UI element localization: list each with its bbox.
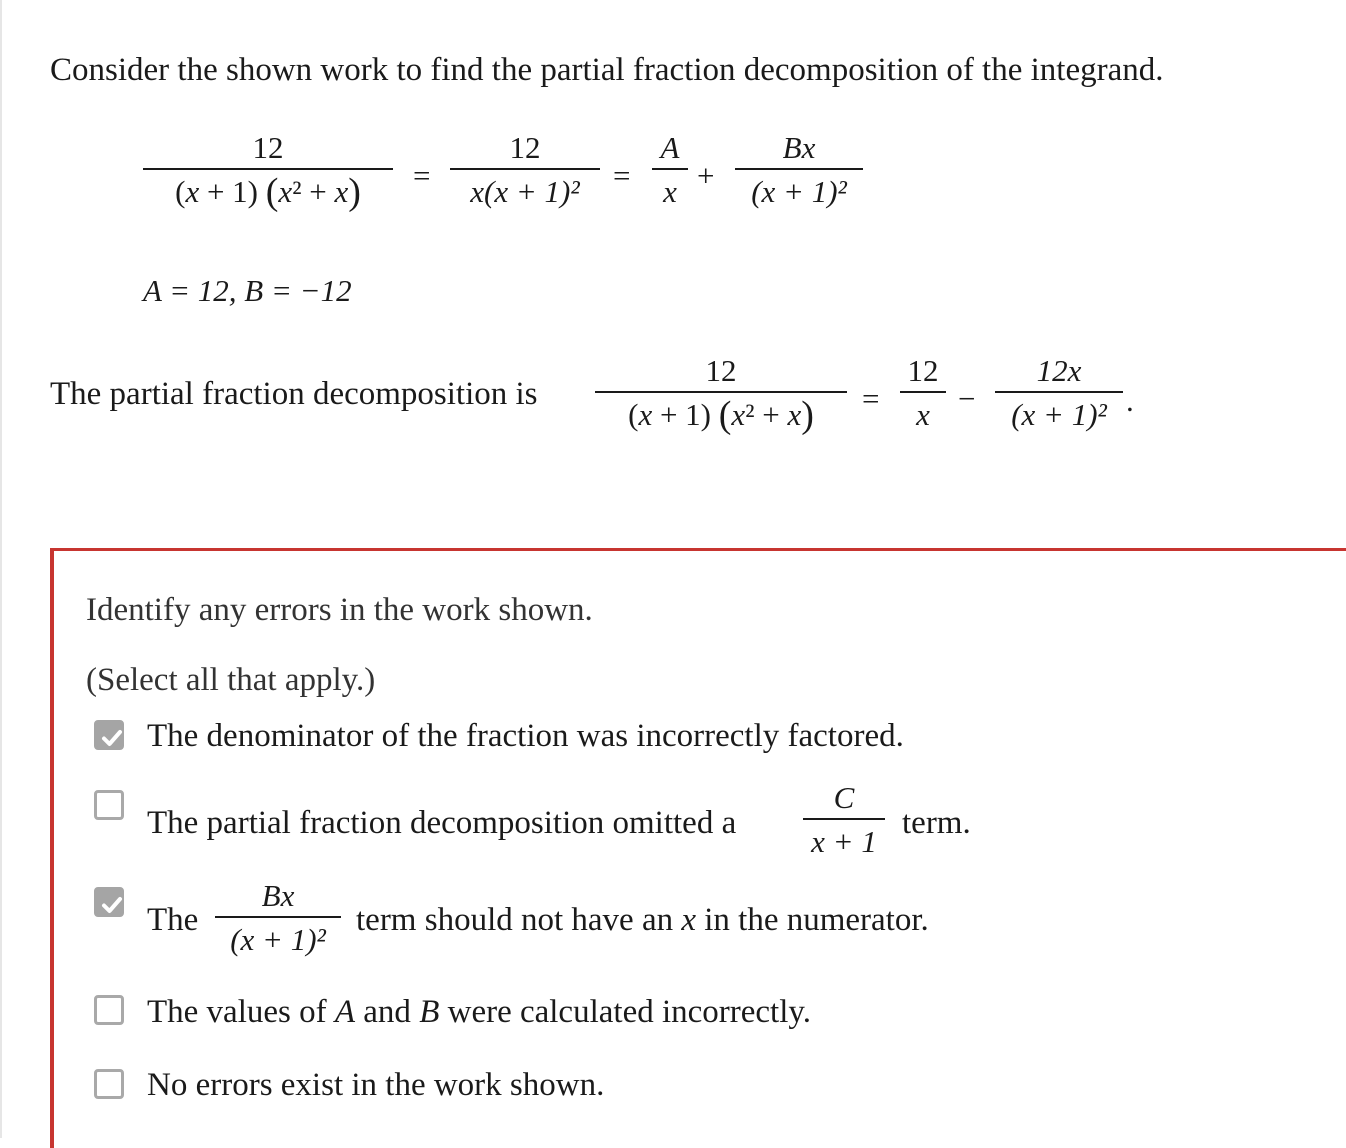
- question-instruction: (Select all that apply.): [86, 662, 376, 698]
- decomposition-label: The partial fraction decomposition is: [50, 376, 538, 412]
- option-3-fraction: Bx (x + 1)²: [215, 879, 341, 957]
- work-fraction-factored: 12 x(x + 1)²: [450, 131, 600, 209]
- problem-prompt: Consider the shown work to find the partial fraction decomposition of the integrand.: [50, 52, 1164, 88]
- option-2-fraction: C x + 1: [803, 781, 885, 859]
- work-fraction-b: Bx (x + 1)²: [735, 131, 863, 209]
- plus-sign: +: [697, 158, 715, 193]
- work-fraction-a: A x: [652, 131, 688, 209]
- option-5-checkbox[interactable]: [94, 1069, 124, 1099]
- decomposition-term-1: 12 x: [900, 354, 946, 432]
- option-1-label[interactable]: The denominator of the fraction was incorrectly factored.: [147, 718, 904, 754]
- question-panel: [50, 548, 1346, 1148]
- equals-sign: =: [613, 158, 631, 193]
- period: .: [1126, 383, 1134, 418]
- equals-sign: =: [862, 381, 880, 416]
- question-prompt: Identify any errors in the work shown.: [86, 592, 593, 628]
- left-border: [0, 0, 2, 1138]
- option-2-checkbox[interactable]: [94, 790, 124, 820]
- coefficient-values: A = 12, B = −12: [143, 273, 352, 308]
- option-5-label[interactable]: No errors exist in the work shown.: [147, 1067, 605, 1103]
- work-fraction-integrand: 12 (x + 1) (x² + x): [143, 131, 393, 209]
- checkmark-icon: [100, 893, 124, 917]
- decomposition-term-2: 12x (x + 1)²: [995, 354, 1123, 432]
- option-4-checkbox[interactable]: [94, 995, 124, 1025]
- option-1-checkbox[interactable]: [94, 720, 124, 750]
- minus-sign: −: [958, 381, 976, 416]
- option-3-checkbox[interactable]: [94, 887, 124, 917]
- option-4-label[interactable]: The values of A and B were calculated incorrectly.: [147, 994, 811, 1030]
- option-3-label-end[interactable]: term should not have an x in the numerator.: [356, 902, 929, 938]
- option-3-label[interactable]: The: [147, 902, 199, 938]
- decomposition-lhs: 12 (x + 1) (x² + x): [595, 354, 847, 432]
- option-2-label[interactable]: The partial fraction decomposition omitted a: [147, 805, 737, 841]
- checkmark-icon: [100, 726, 124, 750]
- equals-sign: =: [413, 158, 431, 193]
- option-2-label-end[interactable]: term.: [902, 805, 971, 841]
